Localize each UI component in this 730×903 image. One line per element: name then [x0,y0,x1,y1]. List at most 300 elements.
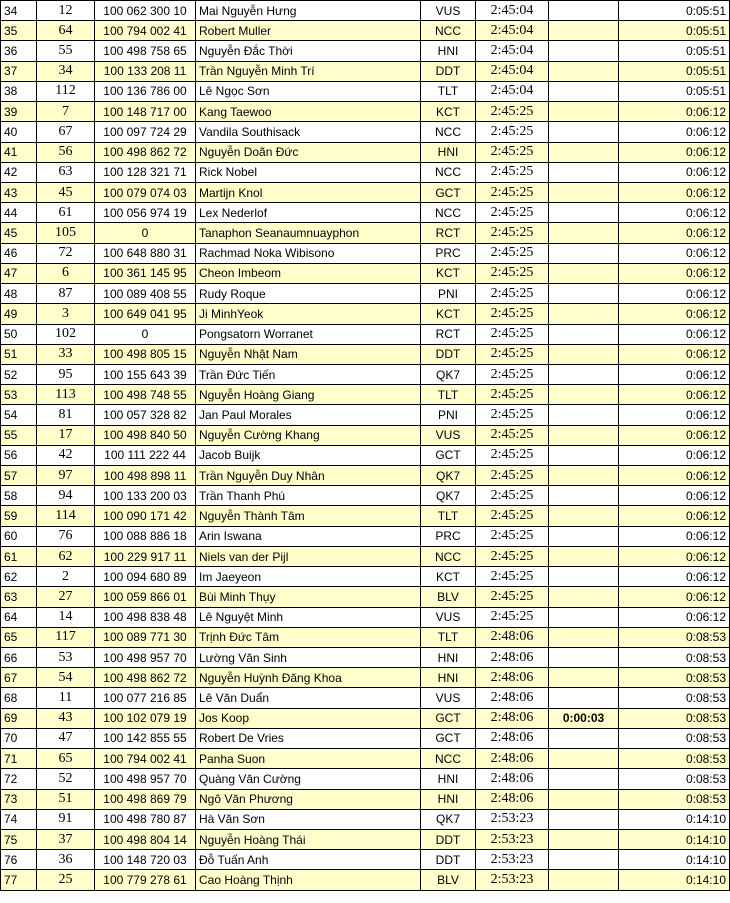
bonus-time-cell [549,263,619,283]
bib-cell: 3 [37,304,95,324]
time-gap-cell: 0:06:12 [619,364,730,384]
bonus-time-cell [549,466,619,486]
rider-name-cell: Trần Nguyễn Duy Nhân [196,466,421,486]
table-row [1,809,730,829]
table-row [1,61,730,81]
table-row [1,749,730,769]
finish-time-cell: 2:45:04 [476,81,549,101]
finish-time-cell: 2:48:06 [476,769,549,789]
bib-cell: 63 [37,162,95,182]
bonus-time-cell [549,668,619,688]
team-code-cell: HNI [421,789,476,809]
table-row [1,122,730,142]
bib-cell: 36 [37,850,95,870]
rider-name-cell: Jan Paul Morales [196,405,421,425]
table-row [1,486,730,506]
table-row [1,445,730,465]
rider-name-cell: Trần Đức Tiến [196,364,421,384]
bonus-time-cell [549,142,619,162]
team-code-cell: DDT [421,344,476,364]
rank-cell: 56 [1,445,37,465]
table-row [1,870,730,890]
team-code-cell: PRC [421,526,476,546]
rider-name-cell: Quàng Văn Cường [196,769,421,789]
bib-cell: 112 [37,81,95,101]
rank-cell: 74 [1,809,37,829]
bonus-time-cell [549,829,619,849]
team-code-cell: TLT [421,506,476,526]
finish-time-cell: 2:45:25 [476,263,549,283]
rider-name-cell: Trịnh Đức Tâm [196,627,421,647]
rank-cell: 39 [1,102,37,122]
time-gap-cell: 0:05:51 [619,81,730,101]
bib-cell: 76 [37,526,95,546]
rank-cell: 46 [1,243,37,263]
rider-name-cell: Hà Văn Sơn [196,809,421,829]
time-gap-cell: 0:06:12 [619,223,730,243]
bib-cell: 37 [37,829,95,849]
rank-cell: 66 [1,648,37,668]
team-code-cell: NCC [421,21,476,41]
bib-cell: 102 [37,324,95,344]
bib-cell: 42 [37,445,95,465]
uci-id-cell: 100 102 079 19 [95,708,196,728]
rider-name-cell: Im Jaeyeon [196,567,421,587]
bib-cell: 97 [37,466,95,486]
finish-time-cell: 2:45:25 [476,405,549,425]
finish-time-cell: 2:45:04 [476,61,549,81]
uci-id-cell: 100 229 917 11 [95,546,196,566]
rank-cell: 45 [1,223,37,243]
table-row [1,364,730,384]
team-code-cell: NCC [421,203,476,223]
rider-name-cell: Bùi Minh Thụy [196,587,421,607]
rank-cell: 35 [1,21,37,41]
table-row [1,627,730,647]
uci-id-cell: 100 648 880 31 [95,243,196,263]
table-row [1,263,730,283]
rank-cell: 50 [1,324,37,344]
table-row [1,304,730,324]
bib-cell: 94 [37,486,95,506]
uci-id-cell: 100 062 300 10 [95,1,196,21]
finish-time-cell: 2:45:25 [476,546,549,566]
rider-name-cell: Nguyễn Doãn Đức [196,142,421,162]
team-code-cell: VUS [421,607,476,627]
team-code-cell: NCC [421,162,476,182]
table-row [1,324,730,344]
team-code-cell: HNI [421,769,476,789]
table-row [1,405,730,425]
rider-name-cell: Vandila Southisack [196,122,421,142]
bib-cell: 11 [37,688,95,708]
table-row [1,567,730,587]
uci-id-cell: 100 498 838 48 [95,607,196,627]
team-code-cell: KCT [421,567,476,587]
time-gap-cell: 0:14:10 [619,829,730,849]
time-gap-cell: 0:06:12 [619,243,730,263]
team-code-cell: PNI [421,405,476,425]
finish-time-cell: 2:45:25 [476,324,549,344]
bonus-time-cell [549,546,619,566]
finish-time-cell: 2:48:06 [476,688,549,708]
team-code-cell: DDT [421,61,476,81]
bib-cell: 17 [37,425,95,445]
team-code-cell: RCT [421,223,476,243]
bonus-time-cell [549,870,619,890]
team-code-cell: RCT [421,324,476,344]
team-code-cell: KCT [421,263,476,283]
finish-time-cell: 2:48:06 [476,627,549,647]
rider-name-cell: Nguyễn Đắc Thời [196,41,421,61]
time-gap-cell: 0:06:12 [619,546,730,566]
results-body [1,1,730,891]
rank-cell: 42 [1,162,37,182]
bib-cell: 45 [37,182,95,202]
uci-id-cell: 100 794 002 41 [95,21,196,41]
rank-cell: 58 [1,486,37,506]
time-gap-cell: 0:08:53 [619,668,730,688]
bonus-time-cell [549,203,619,223]
uci-id-cell: 100 498 805 15 [95,344,196,364]
bonus-time-cell [549,789,619,809]
rider-name-cell: Nguyễn Thành Tâm [196,506,421,526]
bib-cell: 105 [37,223,95,243]
bib-cell: 2 [37,567,95,587]
table-row [1,243,730,263]
bonus-time-cell [549,607,619,627]
time-gap-cell: 0:05:51 [619,41,730,61]
uci-id-cell: 100 498 780 87 [95,809,196,829]
rider-name-cell: Rudy Roque [196,284,421,304]
bib-cell: 56 [37,142,95,162]
uci-id-cell: 100 057 328 82 [95,405,196,425]
bonus-time-cell [549,627,619,647]
rider-name-cell: Nguyễn Nhật Nam [196,344,421,364]
rank-cell: 77 [1,870,37,890]
team-code-cell: HNI [421,648,476,668]
rank-cell: 55 [1,425,37,445]
bonus-time-cell [549,425,619,445]
finish-time-cell: 2:45:25 [476,223,549,243]
uci-id-cell: 0 [95,223,196,243]
rider-name-cell: Mai Nguyễn Hưng [196,1,421,21]
table-row [1,728,730,748]
rider-name-cell: Lường Văn Sinh [196,648,421,668]
bonus-time-cell [549,102,619,122]
rank-cell: 64 [1,607,37,627]
time-gap-cell: 0:14:10 [619,870,730,890]
time-gap-cell: 0:06:12 [619,102,730,122]
table-row [1,385,730,405]
table-row [1,203,730,223]
bib-cell: 53 [37,648,95,668]
bib-cell: 65 [37,749,95,769]
rank-cell: 67 [1,668,37,688]
rank-cell: 37 [1,61,37,81]
team-code-cell: VUS [421,1,476,21]
bib-cell: 12 [37,1,95,21]
rank-cell: 61 [1,546,37,566]
rank-cell: 38 [1,81,37,101]
time-gap-cell: 0:14:10 [619,850,730,870]
bonus-time-cell [549,21,619,41]
finish-time-cell: 2:45:25 [476,567,549,587]
team-code-cell: PNI [421,284,476,304]
time-gap-cell: 0:06:12 [619,122,730,142]
rider-name-cell: Nguyễn Cường Khang [196,425,421,445]
rank-cell: 34 [1,1,37,21]
uci-id-cell: 100 498 898 11 [95,466,196,486]
time-gap-cell: 0:08:53 [619,769,730,789]
team-code-cell: VUS [421,425,476,445]
bonus-time-cell [549,445,619,465]
team-code-cell: GCT [421,728,476,748]
team-code-cell: KCT [421,304,476,324]
bib-cell: 95 [37,364,95,384]
rider-name-cell: Kang Taewoo [196,102,421,122]
uci-id-cell: 0 [95,324,196,344]
time-gap-cell: 0:06:12 [619,385,730,405]
rider-name-cell: Panha Suon [196,749,421,769]
uci-id-cell: 100 498 862 72 [95,668,196,688]
bonus-time-cell [549,364,619,384]
time-gap-cell: 0:06:12 [619,203,730,223]
time-gap-cell: 0:08:53 [619,648,730,668]
finish-time-cell: 2:53:23 [476,829,549,849]
bib-cell: 117 [37,627,95,647]
bonus-time-cell [549,405,619,425]
rider-name-cell: Nguyễn Hoàng Thái [196,829,421,849]
uci-id-cell: 100 077 216 85 [95,688,196,708]
time-gap-cell: 0:06:12 [619,324,730,344]
rider-name-cell: Lê Ngọc Sơn [196,81,421,101]
uci-id-cell: 100 142 855 55 [95,728,196,748]
time-gap-cell: 0:06:12 [619,607,730,627]
finish-time-cell: 2:45:25 [476,506,549,526]
table-row [1,688,730,708]
rider-name-cell: Nguyễn Hoàng Giang [196,385,421,405]
finish-time-cell: 2:53:23 [476,850,549,870]
team-code-cell: GCT [421,445,476,465]
table-row [1,769,730,789]
bonus-time-cell [549,809,619,829]
uci-id-cell: 100 079 074 03 [95,182,196,202]
table-row [1,142,730,162]
rider-name-cell: Trần Nguyễn Minh Trí [196,61,421,81]
finish-time-cell: 2:45:25 [476,526,549,546]
bonus-time-cell [549,1,619,21]
rider-name-cell: Lê Nguyệt Minh [196,607,421,627]
bib-cell: 113 [37,385,95,405]
time-gap-cell: 0:06:12 [619,284,730,304]
uci-id-cell: 100 155 643 39 [95,364,196,384]
bonus-time-cell [549,850,619,870]
bonus-time-cell [549,486,619,506]
bonus-time-cell [549,182,619,202]
rank-cell: 41 [1,142,37,162]
bib-cell: 6 [37,263,95,283]
finish-time-cell: 2:45:25 [476,182,549,202]
time-gap-cell: 0:08:53 [619,688,730,708]
time-gap-cell: 0:06:12 [619,182,730,202]
bib-cell: 14 [37,607,95,627]
finish-time-cell: 2:48:06 [476,728,549,748]
bonus-time-cell [549,688,619,708]
bonus-time-cell [549,567,619,587]
finish-time-cell: 2:48:06 [476,749,549,769]
time-gap-cell: 0:05:51 [619,1,730,21]
rider-name-cell: Cheon Imbeom [196,263,421,283]
team-code-cell: NCC [421,749,476,769]
table-row [1,607,730,627]
rider-name-cell: Cao Hoàng Thịnh [196,870,421,890]
table-row [1,102,730,122]
bonus-time-cell [549,122,619,142]
rider-name-cell: Đỗ Tuấn Anh [196,850,421,870]
uci-id-cell: 100 148 717 00 [95,102,196,122]
finish-time-cell: 2:45:25 [476,142,549,162]
table-row [1,506,730,526]
finish-time-cell: 2:45:04 [476,41,549,61]
bonus-time-cell [549,284,619,304]
uci-id-cell: 100 136 786 00 [95,81,196,101]
time-gap-cell: 0:06:12 [619,486,730,506]
time-gap-cell: 0:06:12 [619,405,730,425]
rank-cell: 70 [1,728,37,748]
uci-id-cell: 100 779 278 61 [95,870,196,890]
uci-id-cell: 100 090 171 42 [95,506,196,526]
table-row [1,708,730,728]
rank-cell: 76 [1,850,37,870]
bonus-time-cell [549,648,619,668]
rank-cell: 68 [1,688,37,708]
table-row [1,425,730,445]
finish-time-cell: 2:53:23 [476,870,549,890]
rank-cell: 72 [1,769,37,789]
rider-name-cell: Arin Iswana [196,526,421,546]
bonus-time-cell: 0:00:03 [549,708,619,728]
table-row [1,668,730,688]
rider-name-cell: Trần Thanh Phú [196,486,421,506]
time-gap-cell: 0:06:12 [619,506,730,526]
table-row [1,829,730,849]
uci-id-cell: 100 059 866 01 [95,587,196,607]
bonus-time-cell [549,223,619,243]
rank-cell: 75 [1,829,37,849]
time-gap-cell: 0:06:12 [619,142,730,162]
time-gap-cell: 0:06:12 [619,263,730,283]
finish-time-cell: 2:48:06 [476,648,549,668]
bib-cell: 27 [37,587,95,607]
time-gap-cell: 0:05:51 [619,21,730,41]
rider-name-cell: Pongsatorn Worranet [196,324,421,344]
finish-time-cell: 2:45:25 [476,466,549,486]
team-code-cell: QK7 [421,466,476,486]
bib-cell: 91 [37,809,95,829]
finish-time-cell: 2:48:06 [476,708,549,728]
bonus-time-cell [549,81,619,101]
bonus-time-cell [549,526,619,546]
bib-cell: 7 [37,102,95,122]
rank-cell: 59 [1,506,37,526]
bonus-time-cell [549,385,619,405]
rank-cell: 69 [1,708,37,728]
bib-cell: 61 [37,203,95,223]
team-code-cell: TLT [421,81,476,101]
table-row [1,81,730,101]
time-gap-cell: 0:06:12 [619,587,730,607]
rank-cell: 57 [1,466,37,486]
table-row [1,223,730,243]
uci-id-cell: 100 498 748 55 [95,385,196,405]
finish-time-cell: 2:45:25 [476,425,549,445]
finish-time-cell: 2:45:25 [476,162,549,182]
team-code-cell: HNI [421,668,476,688]
finish-time-cell: 2:45:25 [476,587,549,607]
bonus-time-cell [549,749,619,769]
table-row [1,546,730,566]
uci-id-cell: 100 133 200 03 [95,486,196,506]
uci-id-cell: 100 498 957 70 [95,769,196,789]
uci-id-cell: 100 794 002 41 [95,749,196,769]
uci-id-cell: 100 089 771 30 [95,627,196,647]
team-code-cell: QK7 [421,364,476,384]
uci-id-cell: 100 498 804 14 [95,829,196,849]
rider-name-cell: Ji MinhYeok [196,304,421,324]
team-code-cell: BLV [421,587,476,607]
bib-cell: 54 [37,668,95,688]
bib-cell: 25 [37,870,95,890]
finish-time-cell: 2:45:25 [476,304,549,324]
time-gap-cell: 0:06:12 [619,445,730,465]
team-code-cell: DDT [421,850,476,870]
rank-cell: 65 [1,627,37,647]
finish-time-cell: 2:45:25 [476,486,549,506]
team-code-cell: HNI [421,142,476,162]
team-code-cell: QK7 [421,809,476,829]
finish-time-cell: 2:45:25 [476,284,549,304]
time-gap-cell: 0:14:10 [619,809,730,829]
table-row [1,648,730,668]
time-gap-cell: 0:06:12 [619,162,730,182]
rank-cell: 44 [1,203,37,223]
table-row [1,587,730,607]
bib-cell: 64 [37,21,95,41]
uci-id-cell: 100 128 321 71 [95,162,196,182]
uci-id-cell: 100 088 886 18 [95,526,196,546]
rider-name-cell: Martijn Knol [196,182,421,202]
finish-time-cell: 2:45:25 [476,385,549,405]
bib-cell: 47 [37,728,95,748]
uci-id-cell: 100 097 724 29 [95,122,196,142]
bonus-time-cell [549,61,619,81]
table-row [1,41,730,61]
rank-cell: 49 [1,304,37,324]
bib-cell: 43 [37,708,95,728]
team-code-cell: PRC [421,243,476,263]
time-gap-cell: 0:06:12 [619,425,730,445]
rider-name-cell: Jacob Buijk [196,445,421,465]
table-row [1,21,730,41]
bib-cell: 72 [37,243,95,263]
bonus-time-cell [549,587,619,607]
team-code-cell: TLT [421,385,476,405]
bib-cell: 87 [37,284,95,304]
uci-id-cell: 100 148 720 03 [95,850,196,870]
rider-name-cell: Jos Koop [196,708,421,728]
finish-time-cell: 2:45:25 [476,203,549,223]
